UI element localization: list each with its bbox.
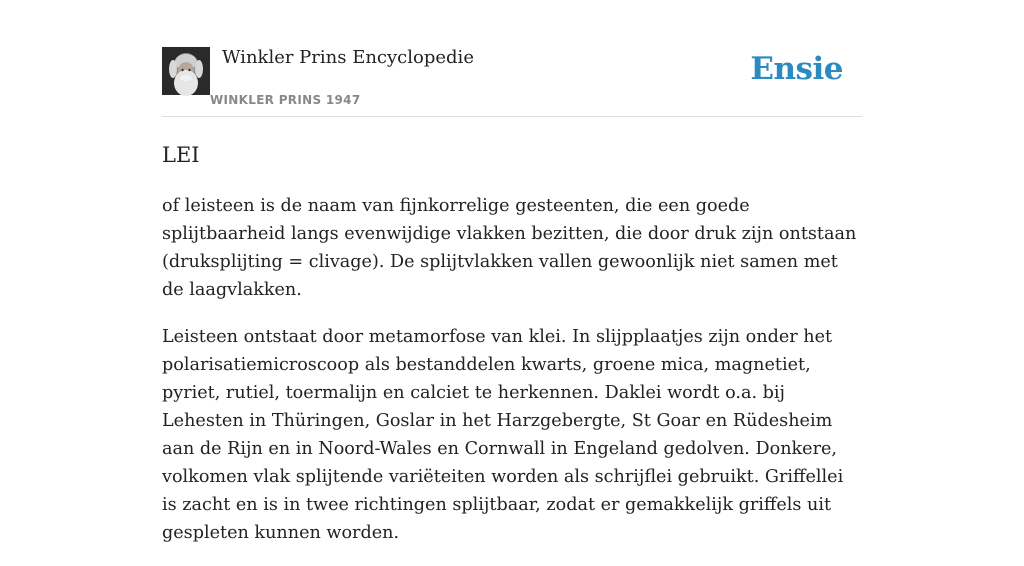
- source-header: [162, 44, 862, 117]
- brand-logo[interactable]: Ensie: [750, 51, 843, 87]
- source-title[interactable]: Winkler Prins Encyclopedie: [222, 47, 474, 68]
- article-paragraph: Leisteen ontstaat door metamorfose van klei. In slijpplaatjes zijn onder het polarisatiemicroscoop als bestanddelen kwarts, groene mica, magnetiet, pyriet, rutiel, toermalijn en calciet te herkennen. Daklei wordt o.a. bij Lehesten in Thüringen, Goslar in het Harzgebergte, St Goar en Rüdesheim aan de Rijn en in Noord-Wales en Cornwall in Engeland gedolven. Donkere, volkomen vlak splijtende variëteiten worden als schrijflei gebruikt. Griffellei is zacht en is in twee richtingen splijtbaar, zodat er gemakkelijk griffels uit gespleten kunnen worden.: [162, 327, 844, 543]
- article-body: [162, 192, 862, 566]
- source-subtitle[interactable]: WINKLER PRINS 1947: [210, 93, 361, 107]
- author-portrait-icon[interactable]: [162, 47, 210, 95]
- article-paragraph: of leisteen is de naam van fijnkorrelige gesteenten, die een goede splijtbaarheid langs evenwijdige vlakken bezitten, die door druk zijn ontstaan (druksplijting = clivage). De splijtvlakken vallen gewoonlijk niet samen met de laagvlakken.: [162, 196, 857, 300]
- article-headword: LEI: [162, 143, 200, 167]
